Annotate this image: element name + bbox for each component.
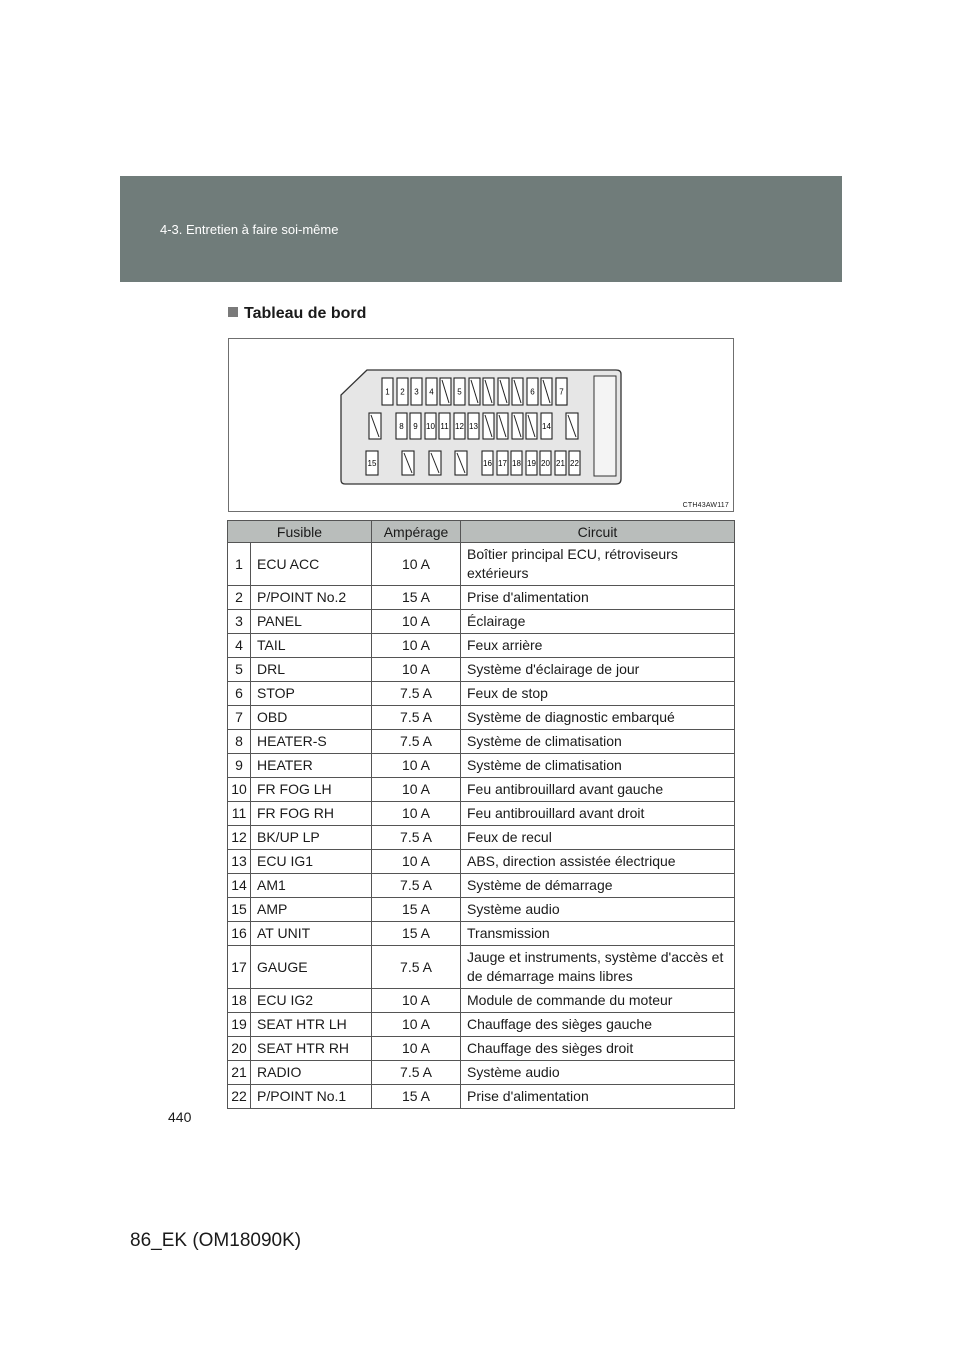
fuse-slot-label: 21 [556, 459, 565, 468]
fuse-name: TAIL [251, 634, 372, 658]
fuse-slot-label: 9 [413, 422, 418, 431]
fuse-name: FR FOG RH [251, 802, 372, 826]
table-row [228, 898, 735, 922]
fuse-name: HEATER [251, 754, 372, 778]
fuse-name: SEAT HTR RH [251, 1037, 372, 1061]
fuse-slot-label: 14 [542, 422, 551, 431]
fuse-name: GAUGE [251, 946, 372, 989]
fuse-slot-label: 4 [429, 387, 434, 397]
fuse-name: STOP [251, 682, 372, 706]
fuse-number: 1 [228, 543, 251, 586]
fuse-name: P/POINT No.1 [251, 1085, 372, 1109]
fuse-name: P/POINT No.2 [251, 586, 372, 610]
table-row [228, 802, 735, 826]
fuse-name: ECU IG2 [251, 989, 372, 1013]
fuse-circuit: Feux de recul [461, 826, 735, 850]
fuse-number: 4 [228, 634, 251, 658]
table-row [228, 610, 735, 634]
fuse-number: 18 [228, 989, 251, 1013]
fuse-amperage: 7.5 A [372, 946, 461, 989]
fuse-slot-label: 19 [527, 459, 536, 468]
fuse-amperage: 15 A [372, 898, 461, 922]
fuse-number: 12 [228, 826, 251, 850]
fuse-amperage: 15 A [372, 586, 461, 610]
fuse-circuit: Système de démarrage [461, 874, 735, 898]
figure-code: CTH43AW117 [682, 502, 729, 509]
table-row [228, 1061, 735, 1085]
fuse-circuit: ABS, direction assistée électrique [461, 850, 735, 874]
header-band [120, 176, 842, 282]
fuse-amperage: 10 A [372, 754, 461, 778]
fuse-name: RADIO [251, 1061, 372, 1085]
fuse-amperage: 7.5 A [372, 730, 461, 754]
fuse-slot-label: 1 [385, 387, 390, 397]
table-row [228, 706, 735, 730]
fuse-box-side-slot [594, 376, 616, 476]
fuse-amperage: 7.5 A [372, 706, 461, 730]
fuse-name: ECU ACC [251, 543, 372, 586]
fuse-amperage: 10 A [372, 1013, 461, 1037]
fuse-name: HEATER-S [251, 730, 372, 754]
fuse-amperage: 10 A [372, 802, 461, 826]
fuse-number: 16 [228, 922, 251, 946]
page-number: 440 [168, 1109, 192, 1125]
fuse-slot-label: 22 [570, 459, 579, 468]
header-circuit: Circuit [461, 521, 735, 543]
fuse-number: 20 [228, 1037, 251, 1061]
fuse-number: 19 [228, 1013, 251, 1037]
fuse-number: 10 [228, 778, 251, 802]
fuse-circuit: Chauffage des sièges gauche [461, 1013, 735, 1037]
fuse-slot-label: 20 [541, 459, 550, 468]
fuse-amperage: 10 A [372, 850, 461, 874]
fuse-circuit: Feu antibrouillard avant droit [461, 802, 735, 826]
table-row [228, 989, 735, 1013]
header-amperage: Ampérage [372, 521, 461, 543]
section-title-text: Tableau de bord [244, 305, 367, 322]
fuse-name: SEAT HTR LH [251, 1013, 372, 1037]
fuse-circuit: Système de climatisation [461, 730, 735, 754]
table-row [228, 922, 735, 946]
fuse-circuit: Éclairage [461, 610, 735, 634]
square-bullet-icon [228, 307, 238, 317]
fuse-amperage: 10 A [372, 778, 461, 802]
fuse-name: OBD [251, 706, 372, 730]
fuse-amperage: 10 A [372, 658, 461, 682]
fuse-name: ECU IG1 [251, 850, 372, 874]
fuse-circuit: Module de commande du moteur [461, 989, 735, 1013]
fuse-amperage: 7.5 A [372, 1061, 461, 1085]
fuse-slot-label: 8 [399, 422, 404, 431]
table-row [228, 1013, 735, 1037]
fuse-slot-label: 3 [414, 387, 419, 397]
fuse-slot-label: 10 [426, 422, 435, 431]
table-row [228, 682, 735, 706]
fuse-number: 3 [228, 610, 251, 634]
fuse-circuit: Chauffage des sièges droit [461, 1037, 735, 1061]
fuse-number: 9 [228, 754, 251, 778]
fuse-amperage: 15 A [372, 1085, 461, 1109]
fuse-name: AT UNIT [251, 922, 372, 946]
fuse-number: 5 [228, 658, 251, 682]
document-code: 86_EK (OM18090K) [130, 1230, 302, 1251]
fuse-slot-label: 13 [469, 422, 478, 431]
fuse-number: 21 [228, 1061, 251, 1085]
fuse-amperage: 10 A [372, 610, 461, 634]
table-row [228, 730, 735, 754]
table-row [228, 586, 735, 610]
table-header-row [228, 521, 735, 543]
table-row [228, 874, 735, 898]
fuse-name: AM1 [251, 874, 372, 898]
fuse-circuit: Feux de stop [461, 682, 735, 706]
fuse-number: 22 [228, 1085, 251, 1109]
table-row [228, 658, 735, 682]
fuse-slot-label: 15 [367, 459, 377, 468]
fuse-number: 8 [228, 730, 251, 754]
fuse-circuit: Feu antibrouillard avant gauche [461, 778, 735, 802]
fuse-circuit: Boîtier principal ECU, rétroviseurs extérieurs [461, 543, 735, 586]
table-row [228, 946, 735, 989]
table-row [228, 543, 735, 586]
breadcrumb: 4-3. Entretien à faire soi-même [160, 222, 339, 237]
fuse-number: 14 [228, 874, 251, 898]
fuse-slot-label: 11 [440, 422, 449, 431]
table-row [228, 634, 735, 658]
section-title [228, 305, 366, 323]
fuse-name: DRL [251, 658, 372, 682]
fuse-circuit: Système audio [461, 898, 735, 922]
fuse-box-diagram [228, 338, 734, 512]
fuse-amperage: 7.5 A [372, 682, 461, 706]
fuse-amperage: 10 A [372, 989, 461, 1013]
fuse-slot-label: 6 [530, 387, 535, 397]
table-row [228, 1037, 735, 1061]
fuse-number: 7 [228, 706, 251, 730]
fuse-number: 15 [228, 898, 251, 922]
fuse-number: 17 [228, 946, 251, 989]
fuse-amperage: 10 A [372, 543, 461, 586]
table-row [228, 754, 735, 778]
fuse-number: 2 [228, 586, 251, 610]
fuse-slot-label: 5 [457, 387, 462, 397]
table-row [228, 826, 735, 850]
fuse-name: BK/UP LP [251, 826, 372, 850]
table-row [228, 778, 735, 802]
table-row [228, 1085, 735, 1109]
fuse-amperage: 7.5 A [372, 826, 461, 850]
fuse-amperage: 15 A [372, 922, 461, 946]
fuse-circuit: Système audio [461, 1061, 735, 1085]
fuse-slot-label: 12 [455, 422, 464, 431]
fuse-name: FR FOG LH [251, 778, 372, 802]
fuse-circuit: Transmission [461, 922, 735, 946]
fuse-circuit: Système de diagnostic embarqué [461, 706, 735, 730]
fuse-name: PANEL [251, 610, 372, 634]
fuse-amperage: 7.5 A [372, 874, 461, 898]
fuse-circuit: Prise d'alimentation [461, 586, 735, 610]
fuse-circuit: Prise d'alimentation [461, 1085, 735, 1109]
fuse-number: 11 [228, 802, 251, 826]
fuse-name: AMP [251, 898, 372, 922]
fuse-slot-label: 16 [483, 459, 492, 468]
fuse-slot-label: 17 [498, 459, 507, 468]
fuse-amperage: 10 A [372, 1037, 461, 1061]
header-fusible: Fusible [228, 521, 372, 543]
fuse-circuit: Système d'éclairage de jour [461, 658, 735, 682]
fuse-table [227, 520, 735, 1109]
fuse-number: 13 [228, 850, 251, 874]
fuse-amperage: 10 A [372, 634, 461, 658]
fuse-slot-label: 2 [400, 387, 405, 397]
table-row [228, 850, 735, 874]
fuse-number: 6 [228, 682, 251, 706]
fuse-slot-label: 7 [559, 387, 564, 397]
fuse-circuit: Système de climatisation [461, 754, 735, 778]
fuse-box-illustration [229, 339, 733, 511]
fuse-circuit: Feux arrière [461, 634, 735, 658]
fuse-circuit: Jauge et instruments, système d'accès et de démarrage mains libres [461, 946, 735, 989]
fuse-slot-label: 18 [512, 459, 521, 468]
